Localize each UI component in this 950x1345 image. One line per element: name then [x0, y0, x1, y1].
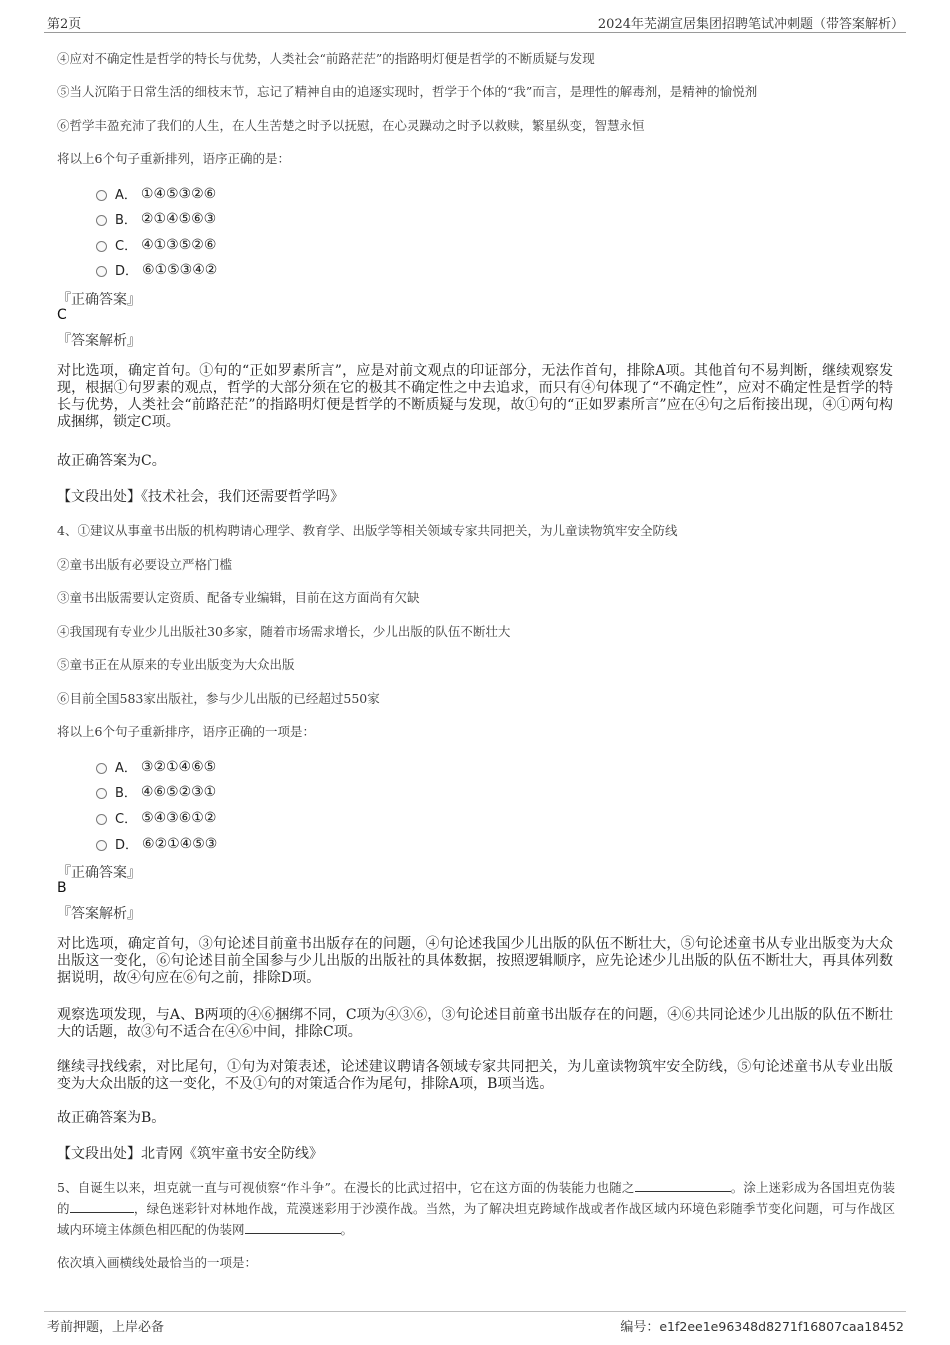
header-divider — [44, 32, 906, 33]
option-text: ⑥①⑤③④② — [142, 261, 218, 278]
q4-sentence-5: ⑤童书正在从原来的专业出版变为大众出版 — [57, 657, 295, 672]
option-letter: B． — [115, 786, 137, 801]
q4-sentence-2: ②童书出版有必要设立严格门槛 — [57, 557, 233, 572]
option-letter: D． — [115, 838, 139, 853]
q5-text-part-3: ，绿色迷彩针对林地作战，荒漠迷彩用于沙漠作战。当然，为了解决坦克跨域作战或者作战区域内环境色彩随季节变化问题，可与作战区域内环境主体颜色相匹配的伪装网 — [57, 1201, 895, 1237]
q5-text-part-1: 5、自诞生以来，坦克就一直与可视侦察“作斗争”。在漫长的比武过招中，它在这方面的伪装能力也随之 — [57, 1180, 635, 1195]
q3-option-c[interactable] — [96, 235, 216, 254]
q4-analysis-paragraph-1: 对比选项，确定首句，③句论述目前童书出版存在的问题，④句论述我国少儿出版的队伍不断壮大，⑤句论述童书从专业出版变为大众出版这一变化，⑥句论述目前全国参与少儿出版的出版社的具体数据，按照逻辑顺序，应先论述少儿出版的队伍不断壮大，再具体列数据说明，故④句应在⑥句之前，排除D项。 — [57, 936, 893, 986]
q5-text-part-2: 。涂上迷彩成为各国坦克伪装的 — [57, 1180, 895, 1216]
q5-text-part-4: 。 — [340, 1222, 354, 1237]
q3-source: 【文段出处】《技术社会，我们还需要哲学吗》 — [57, 489, 344, 505]
q3-analysis-paragraph: 对比选项，确定首句。①句的“正如罗素所言”，应是对前文观点的印证部分，无法作首句，排除A项。其他首句不易判断，继续观察发现，根据①句罗素的观点，哲学的大部分须在它的极其不确定性之中去追求，而只有④句体现了“不确定性”，应对不确定性是哲学的特长与优势，人类社会“前路茫茫”的指路明灯便是哲学的不断质疑与发现，故①句的“正如罗素所言”应在④句之后衔接出现，④①两句构成捆绑，锁定C项。 — [57, 363, 893, 430]
code-value: e1f2ee1e96348d8271f16807caa18452 — [659, 1319, 904, 1334]
page-number: 第2页 — [47, 17, 82, 32]
document-code — [620, 1316, 904, 1335]
q3-option-a[interactable] — [96, 184, 216, 203]
q4-option-b[interactable] — [96, 782, 216, 801]
q4-conclusion: 故正确答案为B。 — [57, 1110, 166, 1126]
option-letter: C． — [115, 812, 138, 827]
q4-sentence-6: ⑥目前全国583家出版社，参与少儿出版的已经超过550家 — [57, 691, 380, 706]
q3-option-b[interactable] — [96, 209, 216, 228]
footer-divider — [44, 1311, 906, 1312]
q3-sentence-4: ④应对不确定性是哲学的特长与优势，人类社会“前路茫茫”的指路明灯便是哲学的不断质疑与发现 — [57, 51, 595, 66]
q3-sentence-5: ⑤当人沉陷于日常生活的细枝末节，忘记了精神自由的追逐实现时，哲学于个体的“我”而言，是理性的解毒剂，是精神的愉悦剂 — [57, 84, 758, 99]
q4-prompt: 将以上6个句子重新排序，语序正确的一项是： — [57, 724, 315, 739]
q3-analysis-label: 『答案解析』 — [57, 333, 141, 349]
q3-sentence-6: ⑥哲学丰盈充沛了我们的人生，在人生苦楚之时予以抚慰，在心灵躁动之时予以救赎，繁星纵变，智慧永恒 — [57, 118, 645, 133]
option-letter: A． — [115, 761, 137, 776]
radio-icon[interactable] — [96, 190, 107, 201]
q4-source: 【文段出处】北青网《筑牢童书安全防线》 — [57, 1146, 323, 1162]
option-text: ⑤④③⑥①② — [141, 809, 217, 826]
option-text: ④⑥⑤②③① — [140, 783, 217, 800]
footer-slogan: 考前押题，上岸必备 — [47, 1320, 165, 1335]
q4-analysis-paragraph-3: 继续寻找线索，对比尾句，①句为对策表述，论述建议聘请各领域专家共同把关，为儿童读物筑牢安全防线，⑤句论述童书从专业出版变为大众出版的这一变化，不及①句的对策适合作为尾句，排除A项，B项当选。 — [57, 1059, 893, 1092]
q4-analysis-paragraph-2: 观察选项发现，与A、B两项的④⑥捆绑不同，C项为④③⑥，③句论述目前童书出版存在的问题，④⑥共同论述少儿出版的队伍不断壮大的话题，故③句不适合在④⑥中间，排除C项。 — [57, 1007, 893, 1040]
radio-icon[interactable] — [96, 814, 107, 825]
q5-stem — [57, 1177, 895, 1240]
q4-sentence-4: ④我国现有专业少儿出版社30多家，随着市场需求增长，少儿出版的队伍不断壮大 — [57, 624, 511, 639]
q5-blank-1[interactable] — [635, 1179, 731, 1192]
q3-answer-label: 『正确答案』 — [57, 292, 141, 308]
q3-prompt: 将以上6个句子重新排列，语序正确的是： — [57, 151, 290, 166]
q4-answer-value: B — [57, 880, 67, 896]
q5-blank-2[interactable] — [70, 1200, 134, 1213]
option-text: ④①③⑤②⑥ — [141, 236, 217, 253]
radio-icon[interactable] — [96, 763, 107, 774]
radio-icon[interactable] — [96, 266, 107, 277]
option-text: ⑥②①④⑤③ — [142, 835, 218, 852]
q3-answer-value: C — [57, 307, 67, 323]
radio-icon[interactable] — [96, 215, 107, 226]
q4-analysis-label: 『答案解析』 — [57, 906, 141, 922]
q4-sentence-1: 4、①建议从事童书出版的机构聘请心理学、教育学、出版学等相关领域专家共同把关，为儿童读物筑牢安全防线 — [57, 523, 678, 538]
q4-sentence-3: ③童书出版需要认定资质、配备专业编辑，目前在这方面尚有欠缺 — [57, 590, 420, 605]
q5-prompt: 依次填入画横线处最恰当的一项是： — [57, 1255, 258, 1270]
option-letter: C． — [115, 239, 138, 254]
q3-conclusion: 故正确答案为C。 — [57, 453, 166, 469]
q4-answer-label: 『正确答案』 — [57, 865, 141, 881]
option-letter: D． — [115, 264, 139, 279]
q4-option-a[interactable] — [96, 757, 216, 776]
q4-option-c[interactable] — [96, 808, 216, 827]
option-letter: A． — [115, 188, 137, 203]
document-title: 2024年芜湖宣居集团招聘笔试冲刺题（带答案解析） — [597, 17, 904, 32]
q3-option-d[interactable] — [96, 260, 217, 279]
q4-option-d[interactable] — [96, 834, 217, 853]
radio-icon[interactable] — [96, 840, 107, 851]
q5-blank-3[interactable] — [245, 1221, 341, 1234]
code-label: 编号： — [620, 1320, 660, 1335]
radio-icon[interactable] — [96, 788, 107, 799]
option-text: ①④⑤③②⑥ — [140, 185, 217, 202]
radio-icon[interactable] — [96, 241, 107, 252]
option-text: ②①④⑤⑥③ — [140, 210, 217, 227]
option-letter: B． — [115, 213, 137, 228]
option-text: ③②①④⑥⑤ — [140, 758, 217, 775]
